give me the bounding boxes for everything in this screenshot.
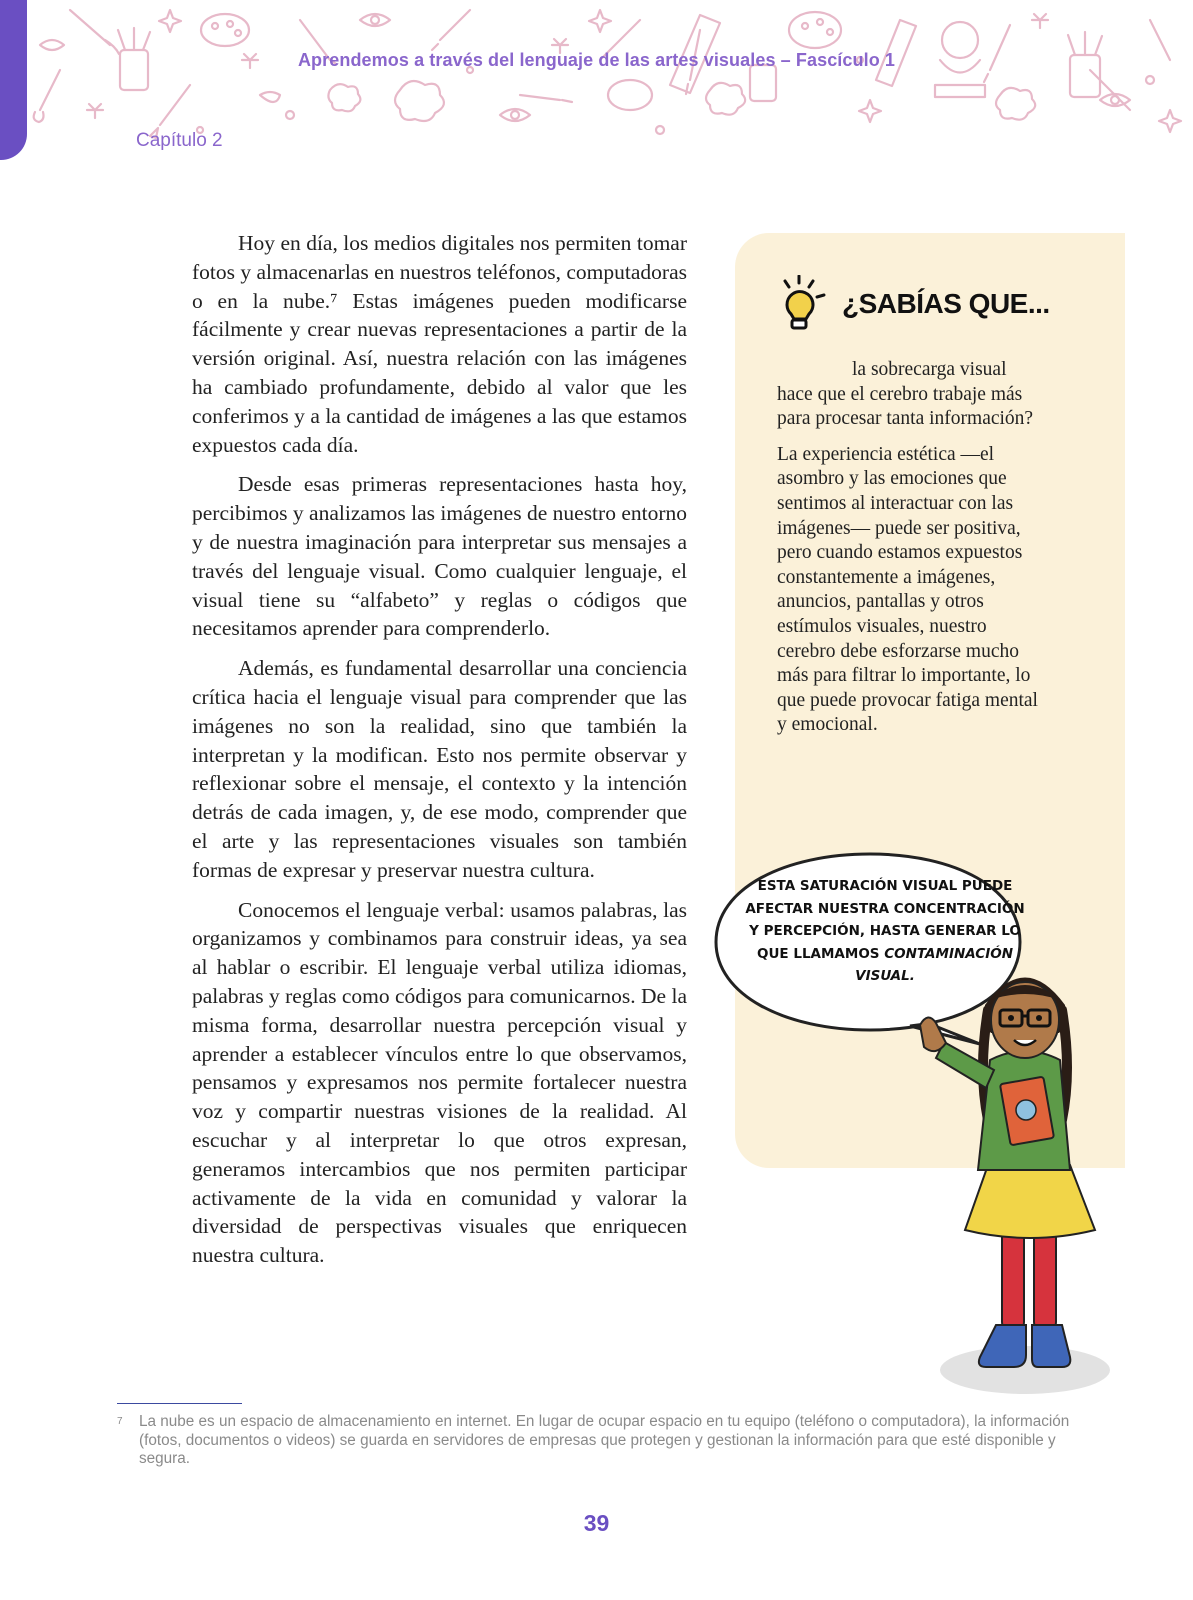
lightbulb-icon: [775, 275, 835, 335]
sidebar-body: La experiencia estética —el asombro y las emociones que sentimos al interactuar con las imágenes— puede ser positiva, pero cuando estamos expuestos constantemente a imágenes, anuncios, pantallas y otros estímulos visuales, nuestro cerebro debe esforzarse mucho más para filtrar lo importante, lo que puede provocar fatiga mental y emocional.: [777, 443, 1038, 736]
chapter-side-tab: [0, 0, 27, 160]
footnote-separator: [117, 1403, 242, 1404]
running-header-title: Aprendemos a través del lenguaje de las artes visuales – Fascículo 1: [297, 50, 896, 70]
sidebar-question: la sobrecarga visual hace que el cerebro trabaje más para procesar tanta información?: [777, 359, 1034, 430]
paragraph: Además, es fundamental desarrollar una conciencia crítica hacia el lenguaje visual para comprender que las imágenes no son la realidad, sino que también la interpretan y la modifican. Esto nos permite observar y reflexionar sobre el mensaje, el contexto y la intención detrás de cada imagen, y, de ese modo, comprender que el arte y las representaciones visuales son también formas de expresar y preservar nuestra cultura.: [192, 656, 687, 882]
sidebar-text: [777, 358, 1047, 749]
girl-character-illustration: [910, 950, 1130, 1400]
sidebar-title: ¿SABÍAS QUE...: [842, 288, 1050, 319]
footnote-number: 7: [117, 1416, 123, 1427]
footnote: [117, 1413, 1082, 1469]
page-number: 39: [583, 1510, 610, 1536]
bubble-main-text: ESTA SATURACIÓN VISUAL PUEDE AFECTAR NUESTRA CONCENTRACIÓN Y PERCEPCIÓN, HASTA GENERAR LO QUE LLAMAMOS: [745, 878, 1025, 962]
main-text-column: [192, 229, 687, 1281]
chapter-label: Capítulo 2: [136, 130, 223, 151]
footnote-text: La nube es un espacio de almacenamiento en internet. En lugar de ocupar espacio en tu equipo (teléfono o computadora), la información (fotos, documentos o videos) se guarda en servidores de empresas que protegen y gestionan la información para que esté disponible y segura.: [139, 1413, 1070, 1467]
bubble-emphasis-text: CONTAMINACIÓN VISUAL.: [855, 945, 1014, 984]
paragraph: Conocemos el lenguaje verbal: usamos palabras, las organizamos y combinamos para construir ideas, ya sea al hablar o escribir. El lenguaje verbal utiliza idiomas, palabras y reglas como códigos para comunicarnos. De la misma forma, desarrollar nuestra percepción visual y aprender a establecer vínculos entre lo que observamos, pensamos y expresamos nos permite fortalecer nuestra voz y compartir nuestras visiones de la realidad. Al escuchar y al interpretar lo que otros expresan, generamos intercambios que nos permiten participar activamente de la vida en comunidad y valorar la diversidad de perspectivas visuales que enriquecen nuestra cultura.: [192, 897, 687, 1268]
paragraph: Hoy en día, los medios digitales nos permiten tomar fotos y almacenarlas en nuestros teléfonos, computadoras o en la nube.⁷ Estas imágenes pueden modificarse fácilmente y crear nuevas representaciones a partir de la versión original. Así, nuestra relación con las imágenes ha cambiado profundamente, debido al valor que les conferimos y a la cantidad de imágenes a las que estamos expuestos cada día.: [192, 231, 687, 457]
paragraph: Desde esas primeras representaciones hasta hoy, percibimos y analizamos las imágenes de nuestro entorno y de nuestra imaginación para interpretar sus mensajes a través del lenguaje visual. Como cualquier lenguaje, el visual tiene su “alfabeto” y reglas o códigos que necesitamos aprender para comprenderlo.: [192, 472, 687, 641]
